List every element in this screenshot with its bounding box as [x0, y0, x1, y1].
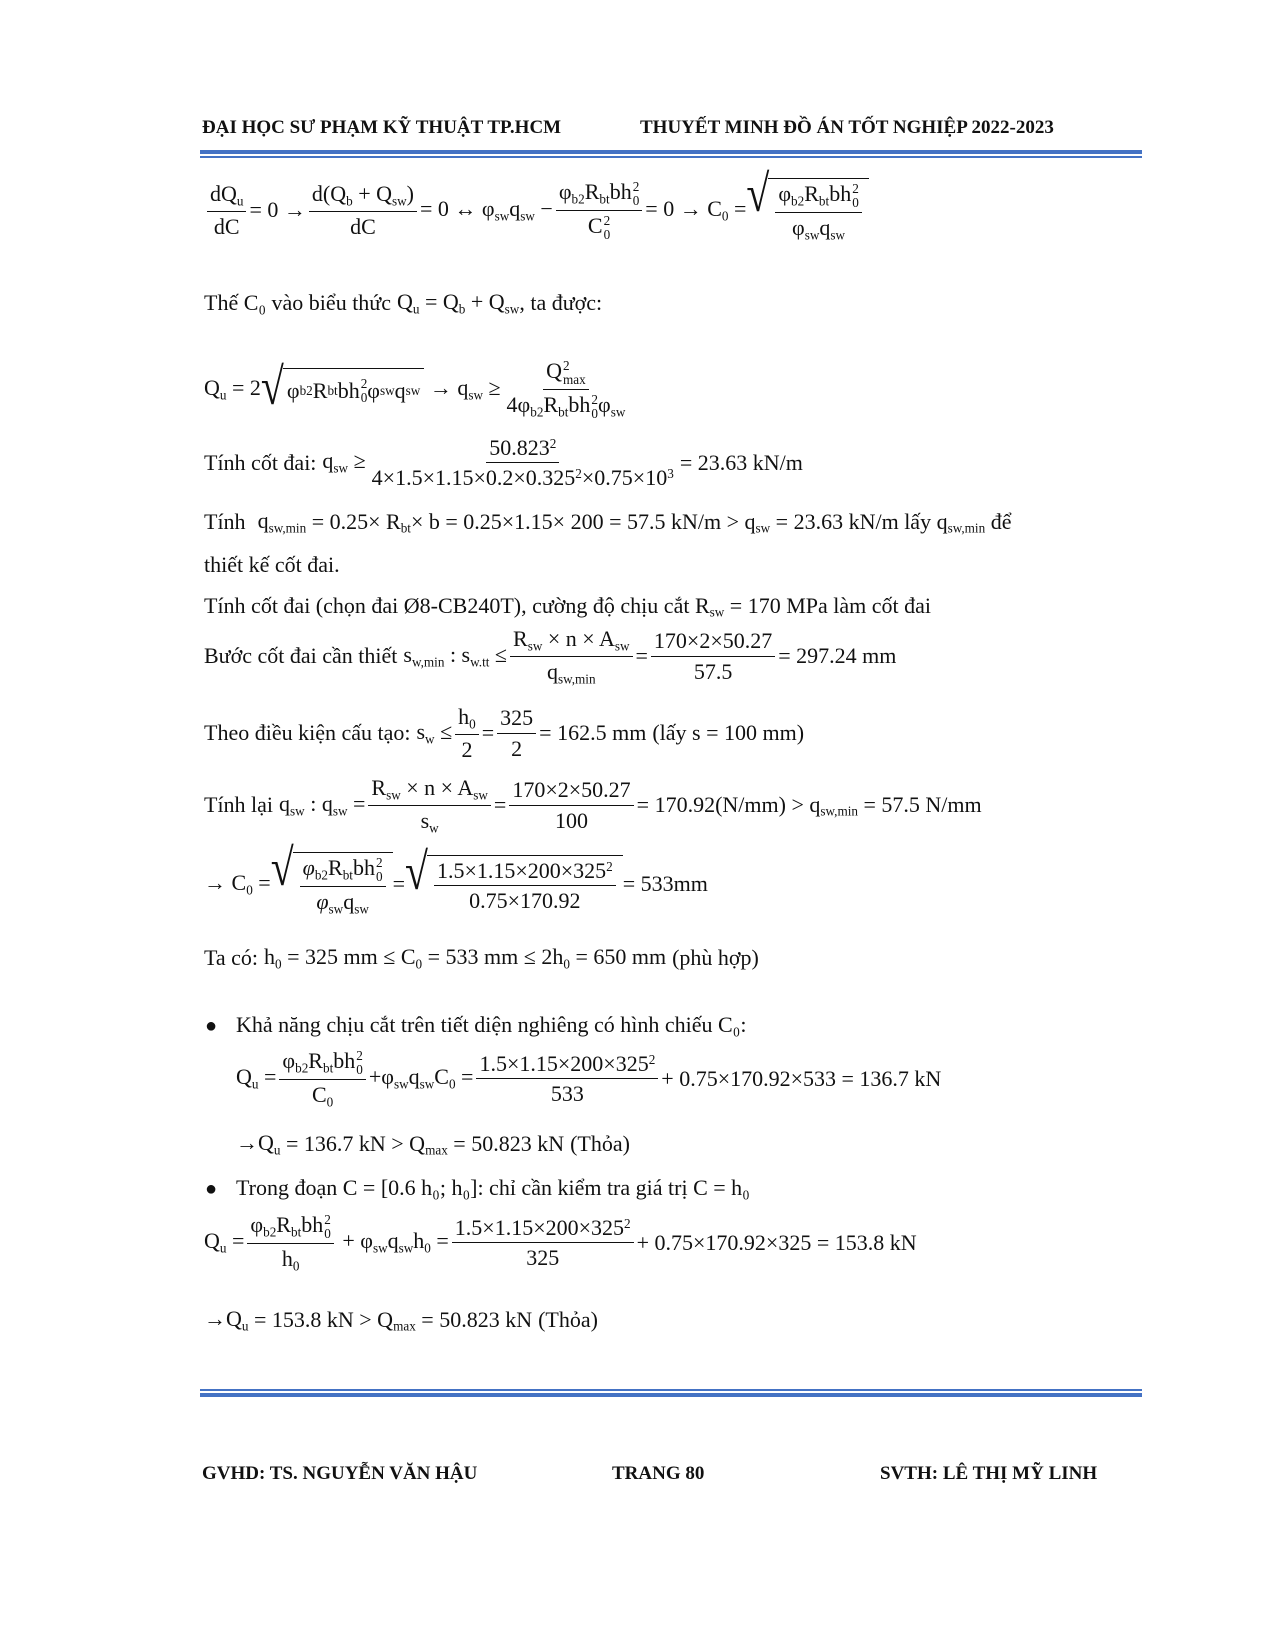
- header-left: ĐẠI HỌC SƯ PHẠM KỸ THUẬT TP.HCM: [202, 117, 562, 138]
- header-rule: [200, 150, 1142, 158]
- bullet-1-text: Khả năng chịu cắt trên tiết diện nghiêng có hình chiếu C₀:: [236, 1012, 747, 1037]
- eq-qu-h0: $Q_u$ = $\varphi_{b2}R_{bt}bh$ 2 0 $h_0$ + $\varphi_{sw}q_{sw}h_0$ = $\frac{1.5\times 1.15\times 200\times 325^2}{325}$ + 0.75×170.92×325 = 153.8 kN: [204, 1212, 917, 1274]
- eq-qu-check-2: $\to Q_u$ = 153.8 kN > Q $_{max}$ = 50.823 kN (Thỏa): [204, 1306, 598, 1334]
- eq-buoc-cot-dai: Bước cốt đai cần thiết $s_{w,min}$ : $s_{w.tt}$ ≤ $\frac{R_{sw} \times n \times A_{sw}}{q_{sw,min}}$ = $\frac{170\times 2\times 50.27}{57.5}$ = 297.24 mm: [204, 626, 897, 687]
- eq-qu-c0: $Q_u$ = $\varphi_{b2}R_{bt}bh$ 2 0 $C_0$ $+\varphi_{sw}q_{sw}C_0$ = $\frac{1.5\times 1.15\times 200\times 325^2}{533}$ + 0.75×170.92×533 = 136.7 kN: [236, 1048, 942, 1110]
- eq-c0: → $C_0$ = √ $\varphi_{b2}R_{bt}bh$ 2 0 $\varphi_{sw}q_{sw}$ = √ $\frac{1.5\times 1.15\times 200\times 325^2}{0.75\times 170.92}$ = 533mm: [204, 840, 708, 917]
- text-thiet-ke: thiết kế cốt đai.: [204, 552, 340, 577]
- eq-ta-co: Ta có: $h_0 = 325$ mm ≤ $C_0 = 533$ mm ≤ $2h_0 = 650$ mm (phù hợp): [204, 944, 759, 972]
- eq-tinh-cot-dai: Tính cốt đai: $q_{sw}$ ≥ $\frac{50.823^2}{4\times 1.5\times 1.15\times 0.2\times 0.325^2\times 0.75\times 10^3}$ = 23.63 kN/m: [204, 435, 803, 491]
- eq-qu-check-1: $\to Q_u$ = 136.7 kN > Q $_{max}$ = 50.823 kN (Thỏa): [236, 1130, 630, 1158]
- text-chon-dai: Tính cốt đai (chọn đai Ø8-CB240T), cường độ chịu cắt R $_{sw}$ = 170 MPa làm cốt đai: [204, 593, 931, 620]
- footer-right: SVTH: LÊ THỊ MỸ LINH: [880, 1463, 1098, 1484]
- footer-rule: [200, 1389, 1142, 1397]
- footer-left: GVHD: TS. NGUYỄN VĂN HẬU: [202, 1463, 478, 1484]
- eq-qsw-min: Tính $q_{sw,min}$ = 0.25× R $_{bt}$ × b = 0.25×1.15× 200 = 57.5 kN/m > q $_{sw}$ = 23.63 kN/m lấy q $_{sw,min}$ để: [204, 508, 1012, 536]
- bullet-icon: ●: [205, 1178, 218, 1200]
- eq-derivative: $\frac{dQ_u}{dC}$ = 0 → $\frac{d(Q_b + Q_{sw})}{dC}$ = 0 ↔ $\varphi_{sw}q_{sw}$ − $\varphi_{b2}R_{bt}bh$ 2 0 C 2 0 = $0 \to C_0$ = √ $\varphi_{b2}R_{bt}bh$ 2 0 $\varphi_{sw}q_{sw}$: [204, 178, 869, 243]
- text-the-c0: Thế C₀ vào biểu thức $Q_u = Q_b + Q_{sw}$ , ta được:: [204, 289, 603, 317]
- eq-qu-sqrt: $Q_u = 2$ √ φ b2 R bt bh 2 0 φ sw q sw → $q_{sw}$ ≥ Q 2 max $4\varphi_{b2}R_{bt}bh$ 2 0 $\varphi_{sw}$: [204, 358, 626, 421]
- eq-tinh-lai: Tính lại $q_{sw}$ : $q_{sw}$ = $\frac{R_{sw} \times n \times A_{sw}}{s_w}$ = $\frac{170\times 2\times 50.27}{100}$ = 170.92(N/mm) > q $_{sw,min}$ = 57.5 N/mm: [204, 775, 982, 836]
- page-number: TRANG 80: [612, 1463, 705, 1484]
- header-right: THUYẾT MINH ĐỒ ÁN TỐT NGHIỆP 2022-2023: [640, 117, 1054, 138]
- bullet-2-text: Trong đoạn C = [0.6 h₀; h₀]: chỉ cần kiểm tra giá trị C = h₀: [236, 1175, 750, 1200]
- bullet-icon: ●: [205, 1015, 218, 1037]
- eq-cau-tao: Theo điều kiện cấu tạo: $s_w$ ≤ $\frac{h_0}{2}$ = $\frac{325}{2}$ = 162.5 mm (lấy s = 100 mm): [204, 704, 805, 762]
